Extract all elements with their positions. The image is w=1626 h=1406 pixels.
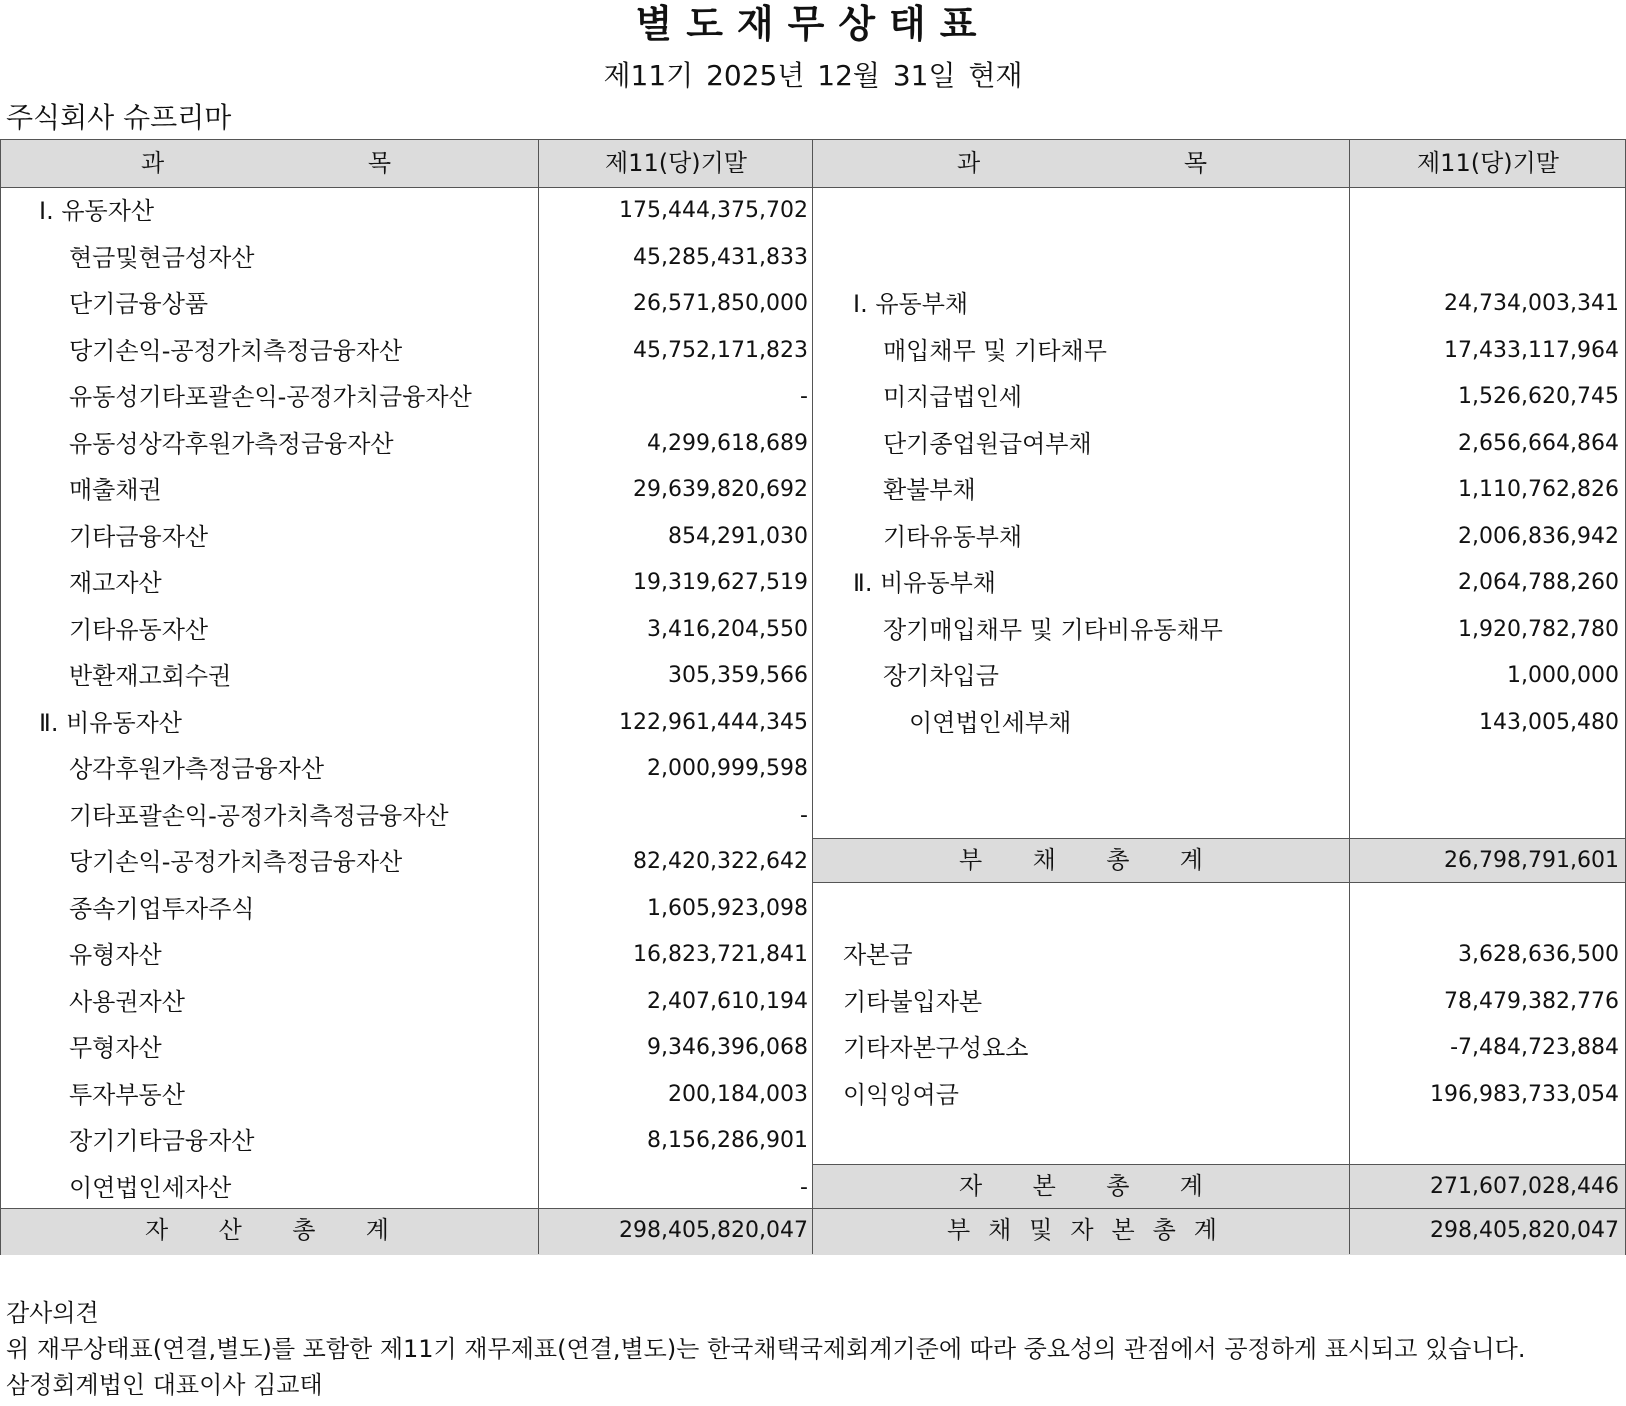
at-char-1: 자 [145, 1216, 169, 1244]
asset-row-amount: - [800, 1174, 808, 1200]
asset-row-label: 현금및현금성자산 [69, 243, 255, 272]
le-char-2: 채 [988, 1216, 1012, 1244]
lt-char-1: 부 [959, 846, 983, 874]
asset-row-label: 기타유동자산 [69, 615, 209, 644]
liability-row-label: 환불부채 [883, 476, 976, 504]
asset-row-amount: 2,407,610,194 [647, 988, 808, 1014]
liability-row-amount: 1,000,000 [1507, 663, 1619, 688]
asset-row-label: Ⅱ. 비유동자산 [39, 708, 182, 737]
liability-row-amount: 2,656,664,864 [1458, 430, 1619, 456]
header-account-right-1: 과 [957, 149, 981, 177]
asset-row-amount: 305,359,566 [668, 663, 808, 688]
header-account-left [141, 140, 391, 187]
header-account-right [957, 140, 1207, 187]
asset-row-amount: 200,184,003 [668, 1081, 808, 1107]
asset-row-label: 매출채권 [69, 476, 162, 504]
divider-3 [1349, 140, 1350, 1254]
asset-row-amount: 4,299,618,689 [647, 430, 808, 456]
equity-row-amount: 196,983,733,054 [1430, 1081, 1619, 1107]
asset-row-label: 장기기타금융자산 [69, 1127, 255, 1155]
asset-row-label: 종속기업투자주식 [69, 894, 255, 923]
header-period-right: 제11(당)기말 [1416, 149, 1559, 177]
le-char-6: 총 [1152, 1216, 1176, 1244]
asset-row-label: 이연법인세자산 [69, 1173, 232, 1202]
asset-row-amount: 3,416,204,550 [647, 616, 808, 642]
lt-char-4: 계 [1179, 846, 1203, 874]
liability-row-amount: 1,526,620,745 [1458, 384, 1619, 409]
le-char-3: 및 [1029, 1216, 1053, 1244]
asset-row-amount: 8,156,286,901 [647, 1128, 808, 1153]
lt-char-3: 총 [1106, 846, 1130, 874]
liab-equity-total-amount: 298,405,820,047 [1430, 1218, 1619, 1243]
asset-row-amount: 9,346,396,068 [647, 1035, 808, 1060]
asset-row-label: 유형자산 [69, 941, 162, 969]
statement-period: 제11기 2025년 12월 31일 현재 [603, 59, 1023, 92]
equity-row-amount: 3,628,636,500 [1458, 942, 1619, 967]
asset-row-amount: 26,571,850,000 [633, 291, 808, 316]
audit-opinion: 위 재무상태표(연결,별도)를 포함한 제11기 재무제표(연결,별도)는 한국채택국제회계기준에 따라 중요성의 관점에서 공정하게 표시되고 있습니다. [6, 1335, 1526, 1363]
asset-row-label: Ⅰ. 유동자산 [39, 197, 155, 225]
liability-row-label: 이연법인세부채 [909, 708, 1072, 737]
liability-row-amount: 1,110,762,826 [1458, 477, 1619, 502]
asset-row-label: 사용권자산 [69, 987, 185, 1016]
at-char-4: 계 [365, 1216, 389, 1244]
asset-row-amount: 29,639,820,692 [633, 477, 808, 502]
asset-row-label: 투자부동산 [69, 1080, 185, 1109]
asset-row-label: 재고자산 [69, 569, 162, 597]
le-char-7: 계 [1193, 1216, 1217, 1244]
liability-row-label: 매입채무 및 기타채무 [883, 336, 1107, 365]
et-char-2: 본 [1032, 1172, 1056, 1200]
asset-row-label: 당기손익-공정가치측정금융자산 [69, 848, 403, 876]
audit-heading: 감사의견 [6, 1299, 99, 1327]
asset-row-label: 유동성기타포괄손익-공정가치금융자산 [69, 383, 472, 411]
at-char-2: 산 [218, 1216, 242, 1244]
liability-row-amount: 2,064,788,260 [1458, 570, 1619, 595]
divider-1 [538, 140, 539, 1254]
asset-row-amount: 122,961,444,345 [619, 709, 808, 735]
assets-total-label [145, 1208, 389, 1253]
header-period-left: 제11(당)기말 [604, 149, 747, 177]
equity-total-amount: 271,607,028,446 [1430, 1174, 1619, 1199]
header-account-left-2: 목 [367, 149, 391, 177]
asset-row-label: 반환재고회수권 [69, 662, 232, 690]
asset-row-amount: 854,291,030 [668, 523, 808, 549]
asset-row-amount: - [800, 802, 808, 828]
liability-row-label: Ⅰ. 유동부채 [853, 290, 969, 318]
at-char-3: 총 [292, 1216, 316, 1244]
le-char-5: 본 [1111, 1216, 1135, 1244]
liability-row-amount: 143,005,480 [1479, 709, 1619, 735]
liability-row-amount: 1,920,782,780 [1458, 616, 1619, 642]
liability-row-label: Ⅱ. 비유동부채 [853, 569, 996, 597]
header-account-left-1: 과 [141, 149, 165, 177]
et-char-4: 계 [1179, 1172, 1203, 1200]
asset-row-label: 기타포괄손익-공정가치측정금융자산 [69, 801, 449, 830]
asset-row-amount: 2,000,999,598 [647, 756, 808, 781]
equity-row-amount: -7,484,723,884 [1450, 1035, 1619, 1060]
asset-row-amount: 82,420,322,642 [633, 849, 808, 874]
statement-title: 별도재무상태표 [635, 2, 991, 46]
asset-row-amount: 45,752,171,823 [633, 337, 808, 363]
lt-char-2: 채 [1032, 846, 1056, 874]
asset-row-amount: 16,823,721,841 [633, 942, 808, 967]
assets-total-amount: 298,405,820,047 [619, 1218, 808, 1243]
asset-row-label: 단기금융상품 [69, 290, 209, 318]
equity-row-amount: 78,479,382,776 [1444, 988, 1619, 1014]
audit-signer: 삼정회계법인 대표이사 김교태 [6, 1371, 323, 1399]
liability-row-label: 미지급법인세 [883, 383, 1023, 411]
balance-sheet-table [0, 139, 1626, 1255]
asset-row-amount: - [800, 384, 808, 409]
company-name: 주식회사 슈프리마 [6, 101, 232, 134]
equity-row-label: 기타자본구성요소 [843, 1034, 1029, 1062]
asset-row-label: 유동성상각후원가측정금융자산 [69, 429, 394, 458]
asset-row-label: 무형자산 [69, 1034, 162, 1062]
liability-row-label: 기타유동부채 [883, 522, 1023, 551]
liabilities-total-amount: 26,798,791,601 [1444, 848, 1619, 873]
header-account-right-2: 목 [1183, 149, 1207, 177]
liability-row-amount: 17,433,117,964 [1444, 337, 1619, 363]
et-char-3: 총 [1106, 1172, 1130, 1200]
le-char-4: 자 [1070, 1216, 1094, 1244]
liabilities-total-label [959, 838, 1203, 883]
liability-row-amount: 24,734,003,341 [1444, 291, 1619, 316]
asset-row-label: 당기손익-공정가치측정금융자산 [69, 336, 403, 365]
et-char-1: 자 [959, 1172, 983, 1200]
liability-row-label: 장기매입채무 및 기타비유동채무 [883, 615, 1223, 644]
liability-row-amount: 2,006,836,942 [1458, 523, 1619, 549]
asset-row-amount: 45,285,431,833 [633, 244, 808, 270]
divider-2 [812, 140, 813, 1254]
le-char-1: 부 [947, 1216, 971, 1244]
liab-equity-total-label [947, 1208, 1217, 1253]
equity-row-label: 기타불입자본 [843, 987, 983, 1016]
equity-row-label: 이익잉여금 [843, 1080, 959, 1109]
liability-row-label: 장기차입금 [883, 662, 999, 690]
asset-row-amount: 19,319,627,519 [633, 570, 808, 595]
equity-total-label [959, 1164, 1203, 1209]
asset-row-label: 상각후원가측정금융자산 [69, 755, 325, 783]
asset-row-amount: 175,444,375,702 [619, 198, 808, 223]
equity-row-label: 자본금 [843, 941, 913, 969]
table-header [1, 140, 1625, 188]
liability-row-label: 단기종업원급여부채 [883, 429, 1092, 458]
asset-row-amount: 1,605,923,098 [647, 895, 808, 921]
asset-row-label: 기타금융자산 [69, 522, 209, 551]
